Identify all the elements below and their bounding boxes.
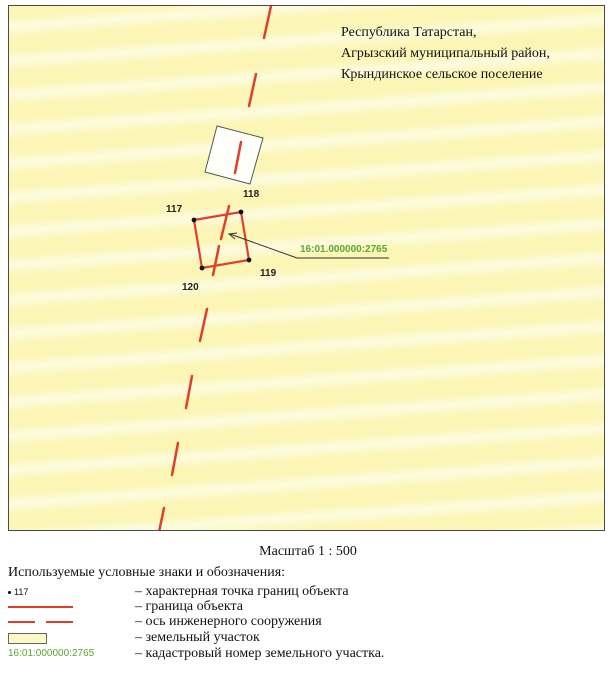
legend-point-desc: – характерная точка границ объекта [135, 584, 349, 599]
legend-item-parcel [8, 630, 608, 646]
legend-item-axis [8, 614, 608, 630]
legend-cadastral-symbol: 16:01:000000:2765 [8, 648, 95, 659]
map-frame [8, 5, 605, 531]
legend-cadastral-desc: – кадастровый номер земельного участка. [135, 646, 385, 661]
neighbor-parcel [205, 126, 263, 184]
legend-axis-desc: – ось инженерного сооружения [135, 614, 322, 629]
legend-point-number: 117 [14, 587, 29, 597]
dash-segment-icon [8, 621, 35, 623]
region-line-3: Крындинское сельское поселение [341, 67, 543, 82]
legend-item-cadastral [8, 646, 608, 662]
legend-item-point [8, 584, 608, 600]
point-label-118: 118 [243, 189, 260, 200]
region-line-1: Республика Татарстан, [341, 25, 477, 40]
point-label-119: 119 [260, 268, 277, 279]
point-label-117: 117 [166, 204, 183, 215]
dash-segment-icon [46, 621, 73, 623]
region-caption [341, 22, 550, 85]
legend-title: Используемые условные знаки и обозначения: [8, 565, 286, 580]
solid-line-icon [8, 606, 73, 608]
legend-item-boundary [8, 599, 608, 615]
legend-dashed-line-symbol [8, 614, 128, 630]
parcel-box-icon [8, 633, 47, 644]
region-line-2: Агрызский муниципальный район, [341, 46, 550, 61]
legend-parcel-desc: – земельный участок [135, 630, 260, 645]
legend-parcel-symbol [8, 630, 128, 646]
legend-boundary-desc: – граница объекта [135, 599, 243, 614]
point-dot-icon [8, 591, 11, 594]
engineering-axis-line [159, 6, 271, 531]
point-label-120: 120 [182, 282, 199, 293]
cadastral-number-label: 16:01.000000:2765 [300, 244, 388, 255]
scale-label: Масштаб 1 : 500 [259, 544, 357, 559]
legend-point-symbol [8, 584, 128, 600]
legend-solid-line-symbol [8, 599, 128, 615]
